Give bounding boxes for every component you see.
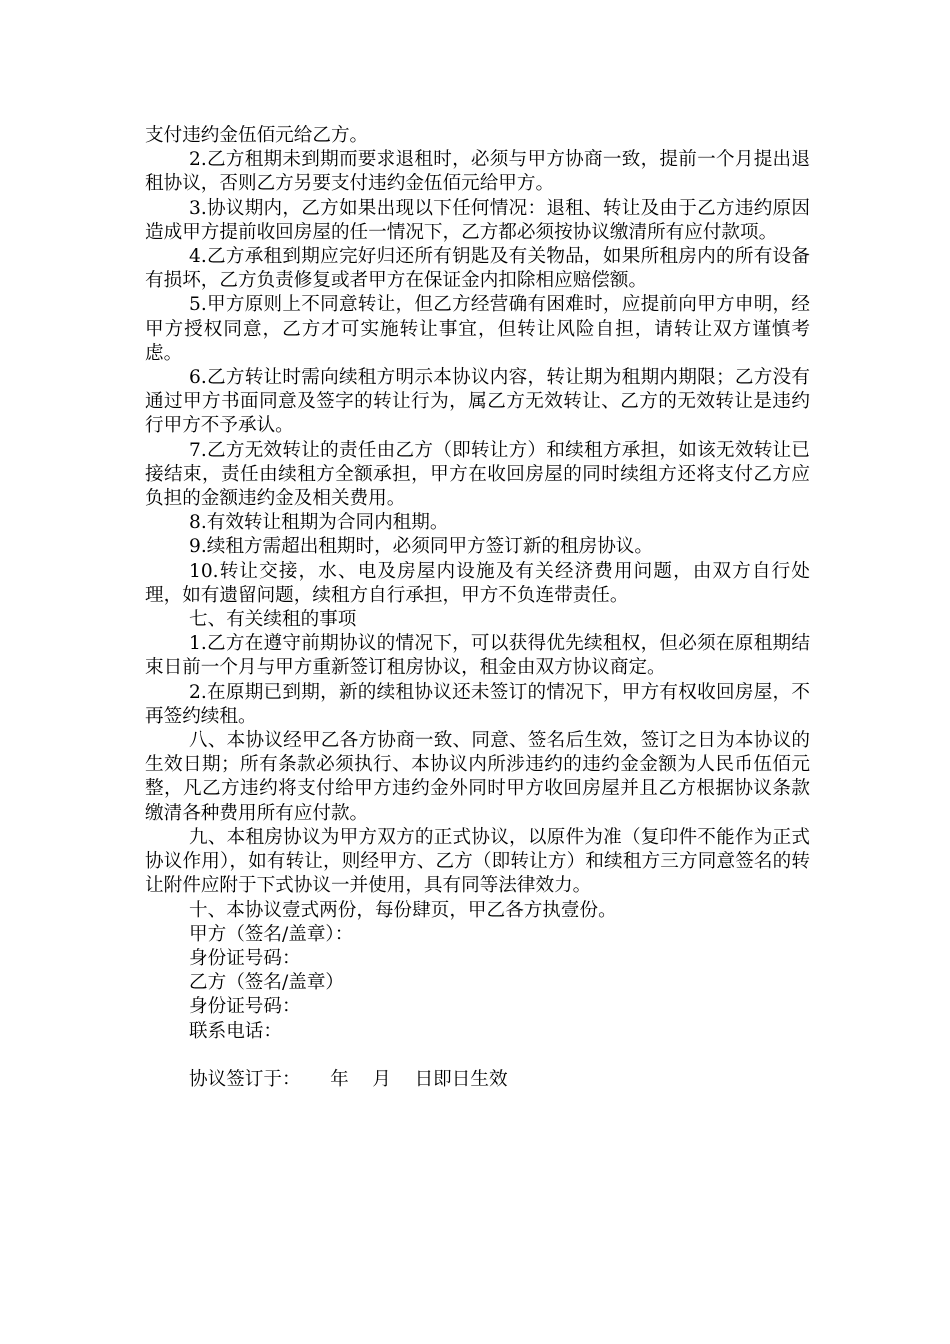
paragraph-13: 八、本协议经甲乙各方协商一致、同意、签名后生效，签订之日为本协议的生效日期；所有条款必须执行、本协议内所涉违约的违约金金额为人民币伍佰元整，凡乙方违约将支付给甲方违约金外同时甲方收回房屋并且乙方根据协议条款缴清各种费用所有应付款。 (145, 730, 810, 824)
paragraph-7: 8.有效转让租期为合同内租期。 (189, 512, 449, 534)
signed-date-line: 协议签订于： 年 月 日即日生效 (189, 1068, 508, 1090)
paragraph-8: 9.续租方需超出租期时，必须同甲方签订新的租房协议。 (189, 536, 653, 558)
paragraph-2: 3.协议期内，乙方如果出现以下任何情况：退租、转让及由于乙方违约原因造成甲方提前收回房屋的任一情况下，乙方都必须按协议缴清所有应付款项。 (145, 197, 810, 243)
paragraph-11: 1.乙方在遵守前期协议的情况下，可以获得优先续租权，但必须在原租期结束日前一个月与甲方重新签订租房协议，租金由双方协议商定。 (145, 633, 810, 679)
paragraph-9: 10.转让交接，水、电及房屋内设施及有关经济费用问题，由双方自行处理，如有遗留问题，续租方自行承担，甲方不负连带责任。 (145, 560, 810, 606)
party-b-id-line: 身份证号码： (189, 996, 301, 1018)
party-a-id-line: 身份证号码： (189, 947, 301, 969)
paragraph-14: 九、本租房协议为甲方双方的正式协议，以原件为准（复印件不能作为正式协议作用），如有转让，则经甲方、乙方（即转让方）和续租方三方同意签名的转让附件应附于下式协议一并使用，具有同等法律效力。 (145, 826, 810, 897)
paragraph-3: 4.乙方承租到期应完好归还所有钥匙及有关物品，如果所租房内的所有设备有损坏，乙方负责修复或者甲方在保证金内扣除相应赔偿额。 (145, 246, 810, 292)
paragraph-15: 十、本协议壹式两份，每份肆页，甲乙各方执壹份。 (189, 899, 617, 921)
phone-line: 联系电话： (189, 1020, 282, 1042)
paragraph-6: 7.乙方无效转让的责任由乙方（即转让方）和续租方承担，如该无效转让已接结束，责任由续租方全额承担，甲方在收回房屋的同时续组方还将支付乙方应负担的金额违约金及相关费用。 (145, 439, 810, 510)
section-heading-7: 七、有关续租的事项 (189, 609, 357, 631)
paragraph-5: 6.乙方转让时需向续租方明示本协议内容，转让期为租期内期限；乙方没有通过甲方书面同意及签字的转让行为，属乙方无效转让、乙方的无效转让是违约行甲方不予承认。 (145, 367, 810, 437)
party-b-signature-line: 乙方（签名/盖章） (189, 972, 345, 994)
paragraph-1: 2.乙方租期未到期而要求退租时，必须与甲方协商一致，提前一个月提出退租协议，否则乙方另要支付违约金伍佰元给甲方。 (145, 149, 810, 195)
blank-line (145, 1044, 810, 1068)
document-page (145, 124, 810, 1092)
paragraph-12: 2.在原期已到期，新的续租协议还未签订的情况下，甲方有权收回房屋，不再签约续租。 (145, 681, 810, 727)
paragraph-0: 支付违约金伍佰元给乙方。 (145, 125, 369, 146)
paragraph-4: 5.甲方原则上不同意转让，但乙方经营确有困难时，应提前向甲方申明，经甲方授权同意，乙方才可实施转让事宜，但转让风险自担，请转让双方谨慎考虑。 (145, 294, 810, 364)
party-a-signature-line: 甲方（签名/盖章）： (189, 923, 354, 945)
